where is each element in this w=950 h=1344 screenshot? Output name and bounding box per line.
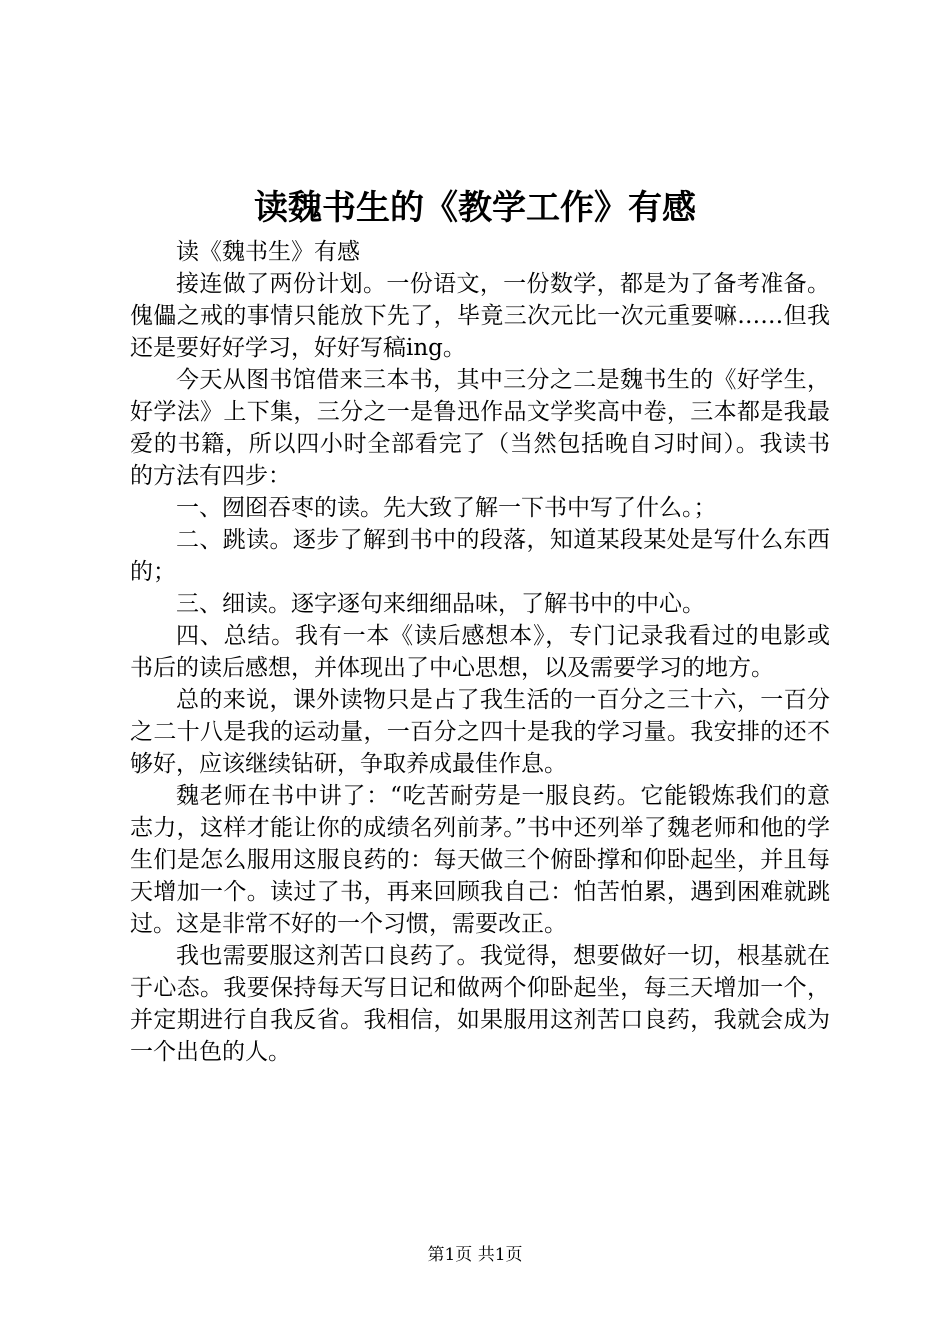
paragraph: 今天从图书馆借来三本书，其中三分之二是魏书生的《好学生，好学法》上下集，三分之一是鲁迅作品文学奖高中卷，三本都是我最爱的书籍，所以四小时全部看完了（当然包括晚自习时间）。我读书的方法有四步： — [130, 367, 830, 489]
paragraph-step-3: 三、细读。逐字逐句来细细品味，了解书中的中心。 — [176, 591, 705, 617]
page-footer: 第1页 共1页 — [427, 1245, 523, 1265]
paragraph: 我也需要服这剂苦口良药了。我觉得，想要做好一切，根基就在于心态。我要保持每天写日记和做两个仰卧起坐，每三天增加一个，并定期进行自我反省。我相信，如果服用这剂苦口良药，我就会成为一个出色的人。 — [130, 943, 830, 1065]
paragraph: 魏老师在书中讲了：“吃苦耐劳是一服良药。它能锻炼我们的意志力，这样才能让你的成绩名列前茅。”书中还列举了魏老师和他的学生们是怎么服用这服良药的：每天做三个俯卧撑和仰卧起坐，并且每天增加一个。读过了书，再来回顾我自己：怕苦怕累，遇到困难就跳过。这是非常不好的一个习惯，需要改正。 — [130, 783, 830, 937]
paragraph-subtitle: 读《魏书生》有感 — [176, 239, 360, 265]
paragraph-step-2: 二、跳读。逐步了解到书中的段落，知道某段某处是写什么东西的； — [130, 527, 830, 585]
paragraph-step-4: 四、总结。我有一本《读后感想本》，专门记录我看过的电影或书后的读后感想，并体现出了中心思想，以及需要学习的地方。 — [130, 623, 830, 681]
paragraph-step-1: 一、囫囵吞枣的读。先大致了解一下书中写了什么。； — [176, 495, 717, 521]
paragraph: 接连做了两份计划。一份语文，一份数学，都是为了备考准备。傀儡之戒的事情只能放下先了，毕竟三次元比一次元重要嘛……但我还是要好好学习，好好写稿ing。 — [130, 271, 830, 361]
document-title: 读魏书生的《教学工作》有感 — [254, 188, 696, 228]
paragraph: 总的来说，课外读物只是占了我生活的一百分之三十六，一百分之二十八是我的运动量，一百分之四十是我的学习量。我安排的还不够好，应该继续钻研，争取养成最佳作息。 — [130, 687, 830, 777]
document-body — [130, 236, 830, 1068]
